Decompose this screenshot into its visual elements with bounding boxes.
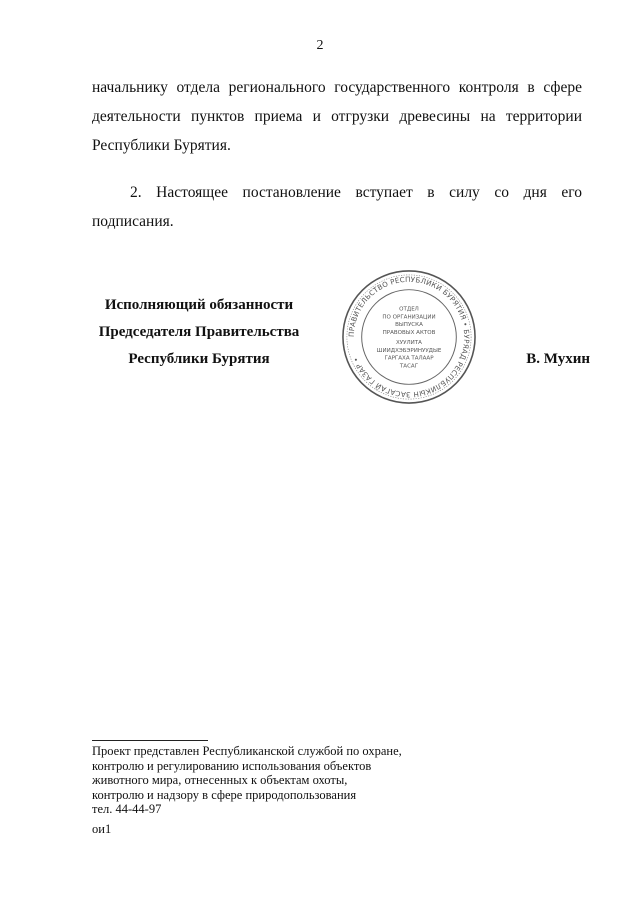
- signatory-title-line-3: Республики Бурятия: [128, 351, 270, 367]
- body-paragraph-2: 2. Настоящее постановление вступает в силу со дня его подписания.: [92, 184, 582, 230]
- official-seal: [340, 268, 478, 406]
- seal-center-line: ОТДЕЛ: [399, 306, 419, 313]
- footnote-line: животного мира, отнесенных к объектам охоты,: [92, 773, 348, 787]
- footnote-phone: тел. 44-44-97: [92, 802, 162, 816]
- footnote-divider: [92, 740, 208, 741]
- footnote-line: Проект представлен Республиканской службой по охране,: [92, 744, 402, 758]
- signatory-title-line-1: Исполняющий обязанности: [104, 297, 294, 313]
- signatory-title-line-2: Председателя Правительства: [98, 324, 300, 340]
- seal-center-line: ШИИДХЭБЭРИНУУДЫЕ: [376, 347, 442, 354]
- seal-outer-ring: [343, 271, 475, 403]
- footnote-line: контролю и надзору в сфере природопользования: [92, 787, 357, 802]
- seal-center-line: ХУУЛИТА: [396, 339, 422, 346]
- seal-inner-ring: [362, 290, 457, 385]
- seal-center-line: ТАСАГ: [399, 363, 419, 370]
- signatory-name: В. Мухин: [526, 351, 590, 367]
- page-number: 2: [316, 38, 324, 53]
- seal-ring-text: ПРАВИТЕЛЬСТВО РЕСПУБЛИКИ БУРЯТИЯ • БУРЯАД РЕСПУБЛИКЫН ЗАСАГАЙ ГАЗАР •: [346, 274, 472, 400]
- footnote-line: контролю и регулированию использования объектов: [92, 758, 372, 773]
- body-paragraph-1: начальнику отдела регионального государственного контроля в сфере деятельности пунктов приема и отгрузки древесины на территории Республики Бурятия.: [92, 79, 582, 154]
- seal-center-line: ГАРГАХА ТАЛААР: [384, 355, 434, 362]
- document-code: ои1: [92, 822, 112, 836]
- seal-center-line: ПРАВОВЫХ АКТОВ: [382, 330, 436, 337]
- signatory-title: [84, 292, 314, 373]
- seal-center-line: ВЫПУСКА: [395, 322, 423, 329]
- footnote: [92, 744, 512, 817]
- seal-center-line: ПО ОРГАНИЗАЦИИ: [382, 314, 436, 321]
